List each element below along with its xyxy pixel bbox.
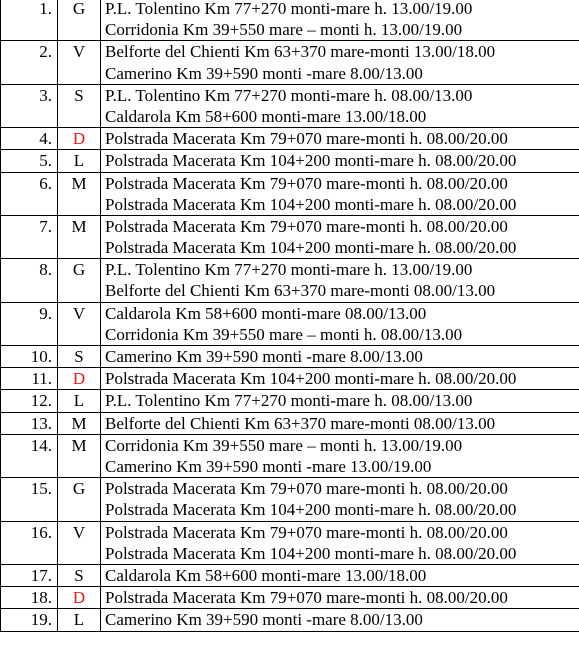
checkpoint-cell: [101, 215, 579, 258]
day-letter: M: [58, 215, 101, 258]
day-letter: D: [58, 587, 101, 609]
checkpoint-cell: [101, 412, 579, 434]
table-row: [1, 434, 579, 477]
day-letter: V: [58, 41, 101, 84]
checkpoint-cell: [101, 478, 579, 521]
checkpoint-line: Polstrada Macerata Km 79+070 mare-monti h. 08.00/20.00: [105, 129, 508, 149]
row-number: 8.: [1, 259, 58, 302]
checkpoint-line: Camerino Km 39+590 monti -mare 8.00/13.00: [105, 347, 423, 367]
day-letter: S: [58, 84, 101, 127]
row-number: 10.: [1, 346, 58, 368]
day-letter: L: [58, 150, 101, 172]
row-number: 4.: [1, 128, 58, 150]
table-row: [1, 41, 579, 84]
checkpoint-line: Polstrada Macerata Km 79+070 mare-monti h. 08.00/20.00: [105, 479, 508, 499]
day-letter: V: [58, 521, 101, 564]
day-letter: M: [58, 172, 101, 215]
checkpoint-line: Polstrada Macerata Km 79+070 mare-monti h. 08.00/20.00: [105, 173, 508, 193]
checkpoint-line: Belforte del Chienti Km 63+370 mare-monti 08.00/13.00: [105, 281, 496, 301]
day-letter: G: [58, 0, 101, 41]
day-letter: G: [58, 478, 101, 521]
checkpoint-cell: [101, 128, 579, 150]
day-letter: M: [58, 434, 101, 477]
table-row: [1, 368, 579, 390]
day-letter: L: [58, 390, 101, 412]
checkpoint-line: Caldarola Km 58+600 monti-mare 13.00/18.00: [105, 565, 427, 585]
table-row: [1, 521, 579, 564]
table-row: [1, 478, 579, 521]
day-letter: G: [58, 259, 101, 302]
checkpoint-line: Polstrada Macerata Km 104+200 monti-mare h. 08.00/20.00: [105, 238, 517, 258]
checkpoint-cell: [101, 302, 579, 345]
row-number: 7.: [1, 215, 58, 258]
checkpoint-cell: [101, 587, 579, 609]
table-row: [1, 587, 579, 609]
table-row: [1, 84, 579, 127]
day-letter: S: [58, 564, 101, 586]
checkpoint-cell: [101, 434, 579, 477]
table-row: [1, 128, 579, 150]
row-number: 18.: [1, 587, 58, 609]
row-number: 2.: [1, 41, 58, 84]
checkpoint-line: Caldarola Km 58+600 monti-mare 08.00/13.00: [105, 303, 427, 323]
checkpoint-line: P.L. Tolentino Km 77+270 monti-mare h. 08.00/13.00: [105, 85, 473, 105]
day-letter: L: [58, 609, 101, 631]
day-letter: M: [58, 412, 101, 434]
row-number: 19.: [1, 609, 58, 631]
checkpoint-line: Caldarola Km 58+600 monti-mare 13.00/18.00: [105, 106, 427, 126]
checkpoint-cell: [101, 84, 579, 127]
table-row: [1, 150, 579, 172]
checkpoint-cell: [101, 368, 579, 390]
checkpoint-line: Corridonia Km 39+550 mare – monti h. 13.00/19.00: [105, 20, 463, 40]
row-number: 11.: [1, 368, 58, 390]
row-number: 6.: [1, 172, 58, 215]
table-row: [1, 412, 579, 434]
checkpoint-line: Belforte del Chienti Km 63+370 mare-monti 08.00/13.00: [105, 413, 496, 433]
checkpoint-cell: [101, 390, 579, 412]
checkpoint-cell: [101, 521, 579, 564]
table-row: [1, 172, 579, 215]
schedule-table-body: [1, 0, 579, 631]
checkpoint-line: Polstrada Macerata Km 104+200 monti-mare h. 08.00/20.00: [105, 151, 517, 171]
row-number: 14.: [1, 434, 58, 477]
row-number: 15.: [1, 478, 58, 521]
table-row: [1, 390, 579, 412]
checkpoint-line: Belforte del Chienti Km 63+370 mare-monti 13.00/18.00: [105, 42, 496, 62]
checkpoint-cell: [101, 0, 579, 41]
checkpoint-cell: [101, 150, 579, 172]
row-number: 3.: [1, 84, 58, 127]
checkpoint-cell: [101, 564, 579, 586]
checkpoint-line: Corridonia Km 39+550 mare – monti h. 08.00/13.00: [105, 324, 463, 344]
checkpoint-line: Polstrada Macerata Km 79+070 mare-monti h. 08.00/20.00: [105, 522, 508, 542]
checkpoint-line: Camerino Km 39+590 monti -mare 8.00/13.00: [105, 63, 423, 83]
table-row: [1, 346, 579, 368]
row-number: 17.: [1, 564, 58, 586]
table-row: [1, 302, 579, 345]
day-letter: S: [58, 346, 101, 368]
row-number: 12.: [1, 390, 58, 412]
checkpoint-line: Polstrada Macerata Km 104+200 monti-mare h. 08.00/20.00: [105, 543, 517, 563]
checkpoint-cell: [101, 259, 579, 302]
checkpoint-line: Polstrada Macerata Km 79+070 mare-monti h. 08.00/20.00: [105, 216, 508, 236]
checkpoint-line: P.L. Tolentino Km 77+270 monti-mare h. 08.00/13.00: [105, 391, 473, 411]
checkpoint-line: Camerino Km 39+590 monti -mare 13.00/19.00: [105, 457, 432, 477]
day-letter: D: [58, 368, 101, 390]
day-letter: D: [58, 128, 101, 150]
checkpoint-line: Polstrada Macerata Km 104+200 monti-mare h. 08.00/20.00: [105, 194, 517, 214]
table-row: [1, 609, 579, 631]
table-row: [1, 259, 579, 302]
checkpoint-line: Camerino Km 39+590 monti -mare 8.00/13.00: [105, 610, 423, 630]
checkpoint-line: Polstrada Macerata Km 104+200 monti-mare h. 08.00/20.00: [105, 369, 517, 389]
row-number: 1.: [1, 0, 58, 41]
checkpoint-cell: [101, 172, 579, 215]
checkpoint-cell: [101, 41, 579, 84]
checkpoint-cell: [101, 609, 579, 631]
table-row: [1, 215, 579, 258]
checkpoint-cell: [101, 346, 579, 368]
checkpoint-line: Polstrada Macerata Km 104+200 monti-mare h. 08.00/20.00: [105, 500, 517, 520]
checkpoint-line: P.L. Tolentino Km 77+270 monti-mare h. 13.00/19.00: [105, 260, 473, 280]
checkpoint-line: P.L. Tolentino Km 77+270 monti-mare h. 13.00/19.00: [105, 0, 473, 18]
row-number: 5.: [1, 150, 58, 172]
table-row: [1, 0, 579, 41]
row-number: 9.: [1, 302, 58, 345]
table-row: [1, 564, 579, 586]
checkpoint-line: Corridonia Km 39+550 mare – monti h. 13.00/19.00: [105, 435, 463, 455]
day-letter: V: [58, 302, 101, 345]
checkpoint-line: Polstrada Macerata Km 79+070 mare-monti h. 08.00/20.00: [105, 588, 508, 608]
row-number: 16.: [1, 521, 58, 564]
row-number: 13.: [1, 412, 58, 434]
